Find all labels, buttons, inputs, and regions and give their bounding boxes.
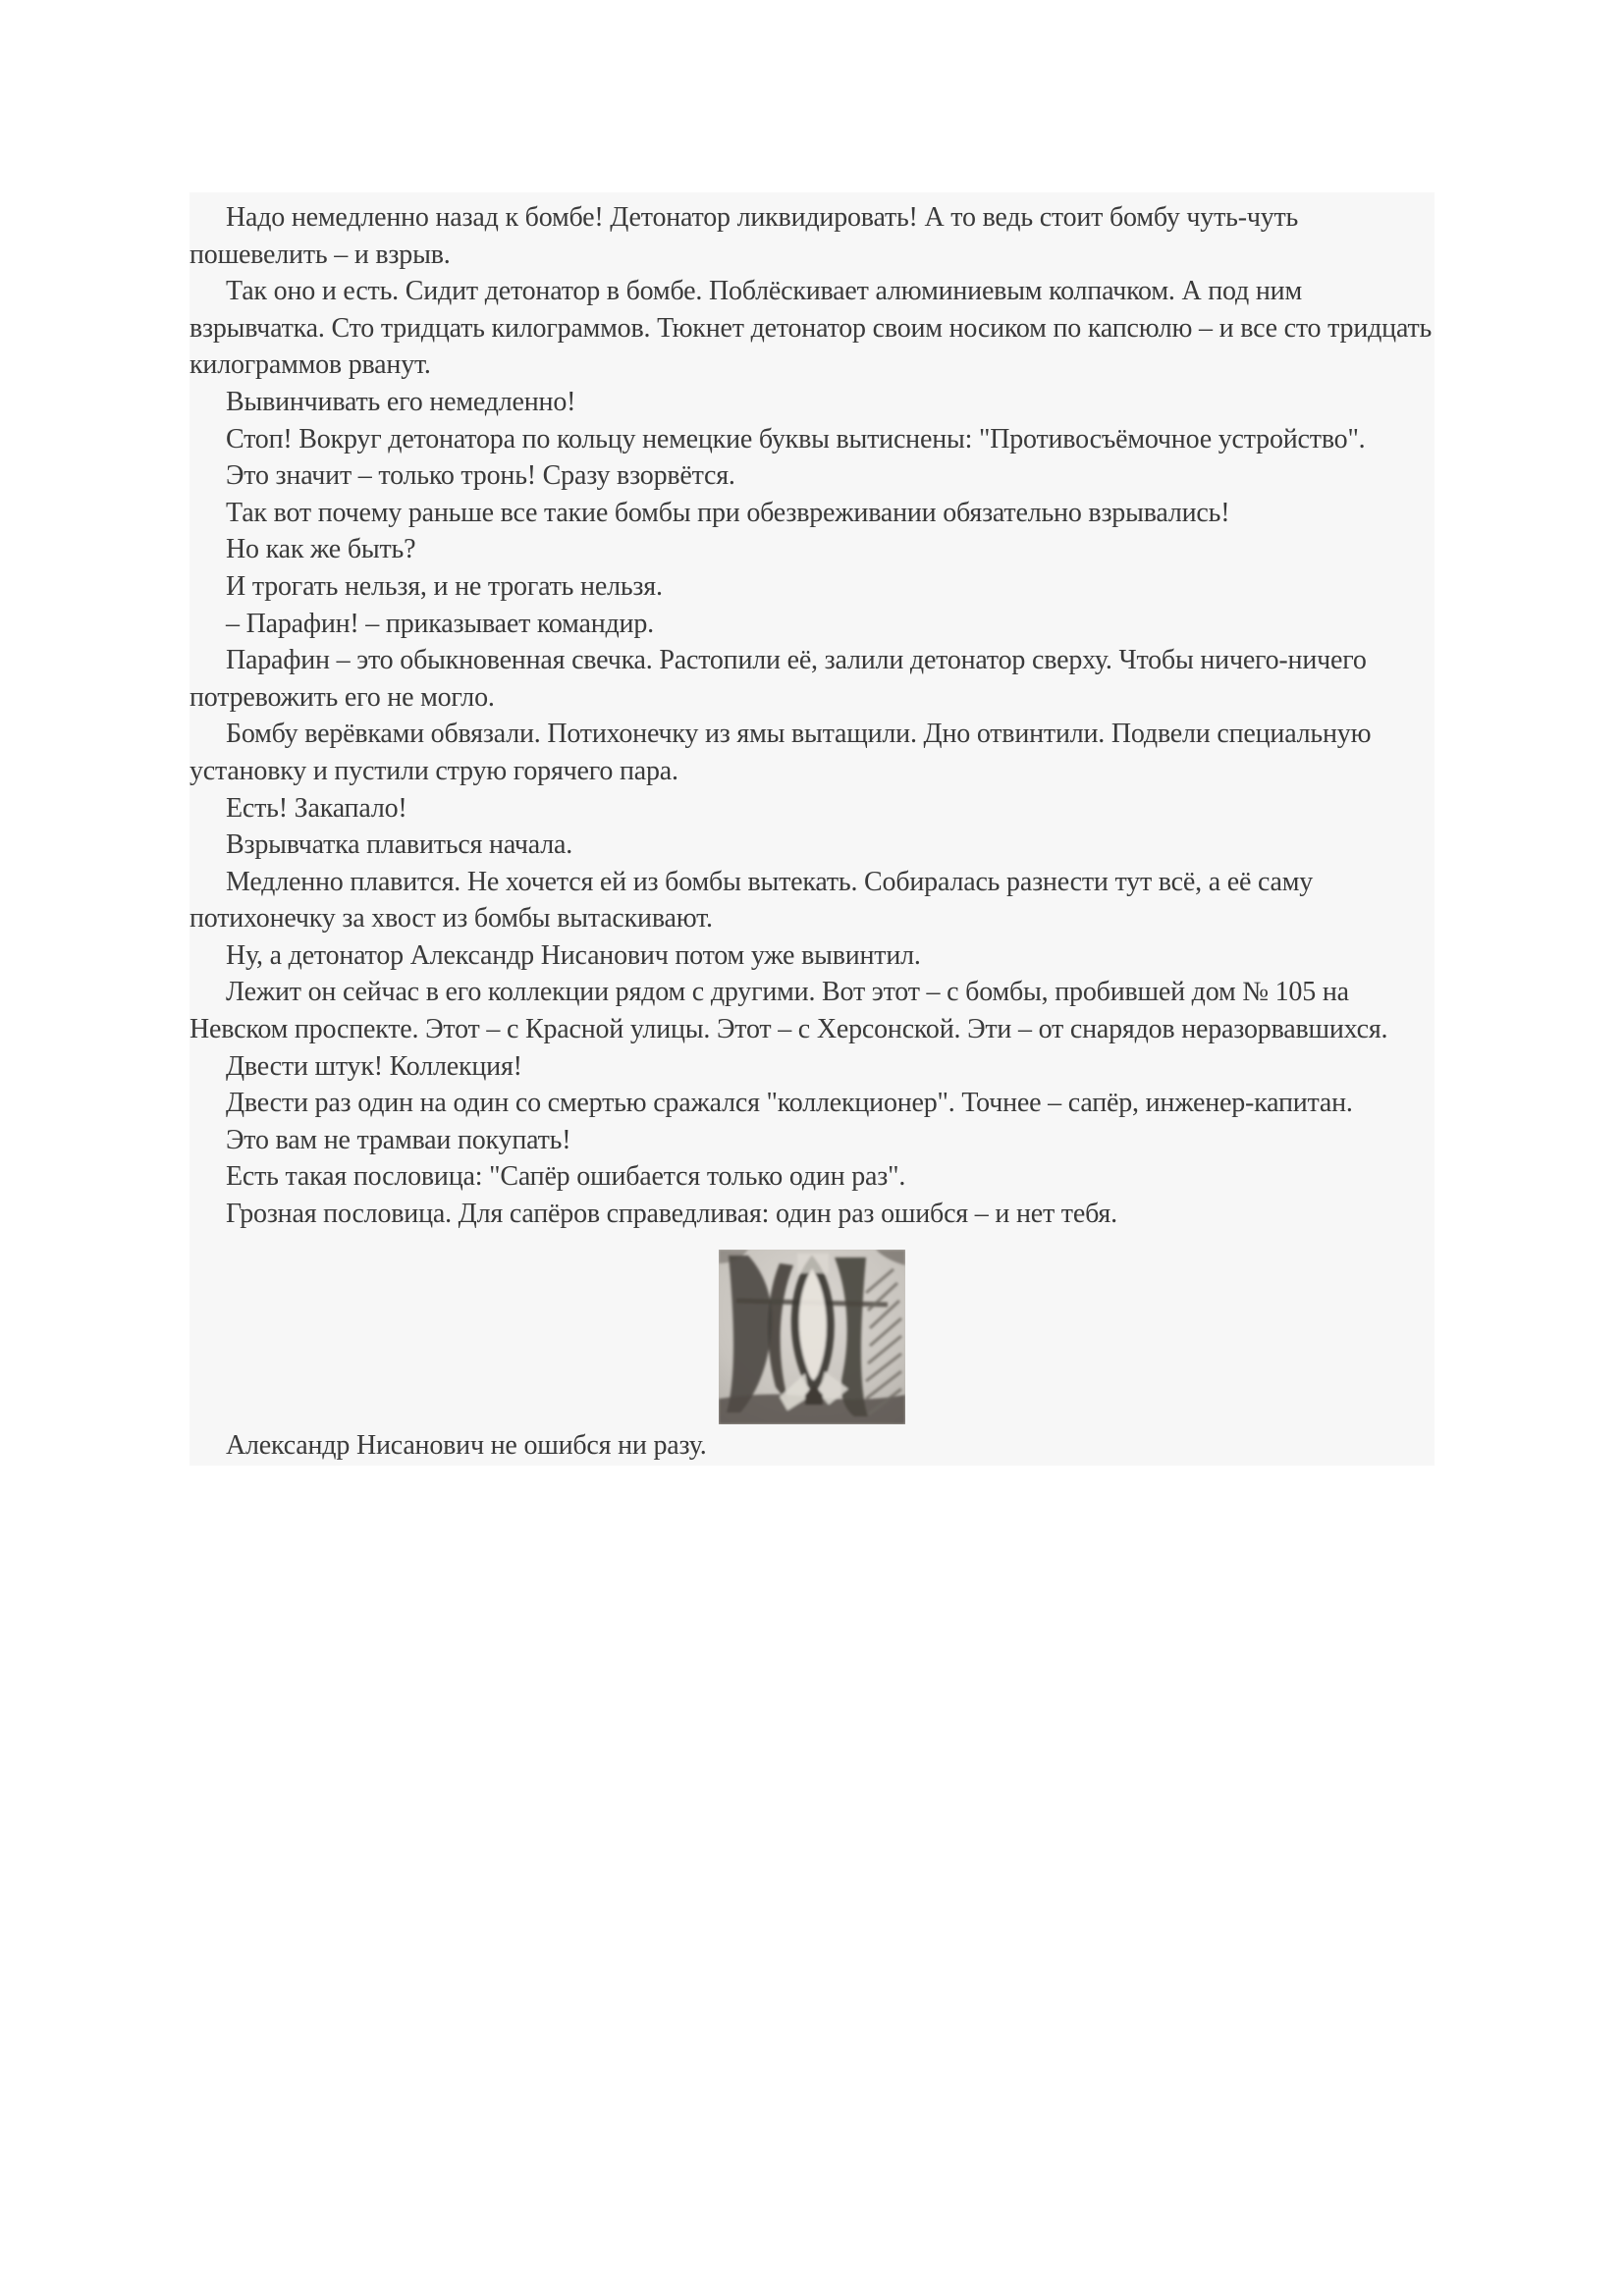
text-content-block — [189, 192, 1435, 1466]
paragraph: Но как же быть? — [226, 534, 416, 565]
charcoal-sketch-illustration — [719, 1250, 905, 1424]
paragraph: Есть! Закапало! — [226, 792, 407, 824]
paragraph: Вывинчивать его немедленно! — [226, 386, 576, 417]
paragraph: Парафин – это обыкновенная свечка. Растопили её, залили детонатор сверху. Чтобы ничего-ничего потревожить его не могло. — [189, 645, 1367, 713]
paragraph: Это вам не трамваи покупать! — [226, 1124, 571, 1155]
paragraph: Надо немедленно назад к бомбе! Детонатор ликвидировать! А то ведь стоит бомбу чуть-чуть пошевелить – и взрыв. — [189, 202, 1299, 270]
paragraph: Грозная пословица. Для сапёров справедливая: один раз ошибся – и нет тебя. — [226, 1199, 1117, 1230]
paragraph: Это значит – только тронь! Сразу взорвётся. — [226, 460, 735, 492]
paragraph: – Парафин! – приказывает командир. — [226, 608, 654, 639]
closing-paragraph: Александр Нисанович не ошибся ни разу. — [226, 1429, 707, 1461]
illustration-figure — [189, 1250, 1435, 1424]
paragraph: Лежит он сейчас в его коллекции рядом с другими. Вот этот – с бомбы, пробившей дом № 105 на Невском проспекте. Этот – с Красной улицы. Этот – с Херсонской. Эти – от снарядов неразорвавшихся. — [189, 977, 1388, 1045]
paragraph: Стоп! Вокруг детонатора по кольцу немецкие буквы вытиснены: "Противосъёмочное устройство". — [226, 423, 1366, 454]
paragraph: Взрывчатка плавиться начала. — [226, 829, 573, 861]
paragraph: Так вот почему раньше все такие бомбы при обезвреживании обязательно взрывались! — [226, 497, 1230, 528]
paragraph: И трогать нельзя, и не трогать нельзя. — [226, 570, 663, 602]
paragraph: Так оно и есть. Сидит детонатор в бомбе. Поблёскивает алюминиевым колпачком. А под ним взрывчатка. Сто тридцать килограммов. Тюкнет детонатор своим носиком по капсюлю – и все сто тридцать килограммов рванут. — [189, 276, 1433, 381]
paragraph: Двести раз один на один со смертью сражался "коллекционер". Точнее – сапёр, инженер-капитан. — [226, 1088, 1353, 1119]
paragraph: Бомбу верёвками обвязали. Потихонечку из ямы вытащили. Дно отвинтили. Подвели специальную установку и пустили струю горячего пара. — [189, 719, 1372, 786]
paragraph: Медленно плавится. Не хочется ей из бомбы вытекать. Собиралась разнести тут всё, а её саму потихонечку за хвост из бомбы вытаскивают. — [189, 866, 1314, 934]
paragraph: Ну, а детонатор Александр Нисанович потом уже вывинтил. — [226, 939, 921, 971]
paragraph: Есть такая пословица: "Сапёр ошибается только один раз". — [226, 1161, 906, 1193]
paragraph: Двести штук! Коллекция! — [226, 1050, 522, 1082]
